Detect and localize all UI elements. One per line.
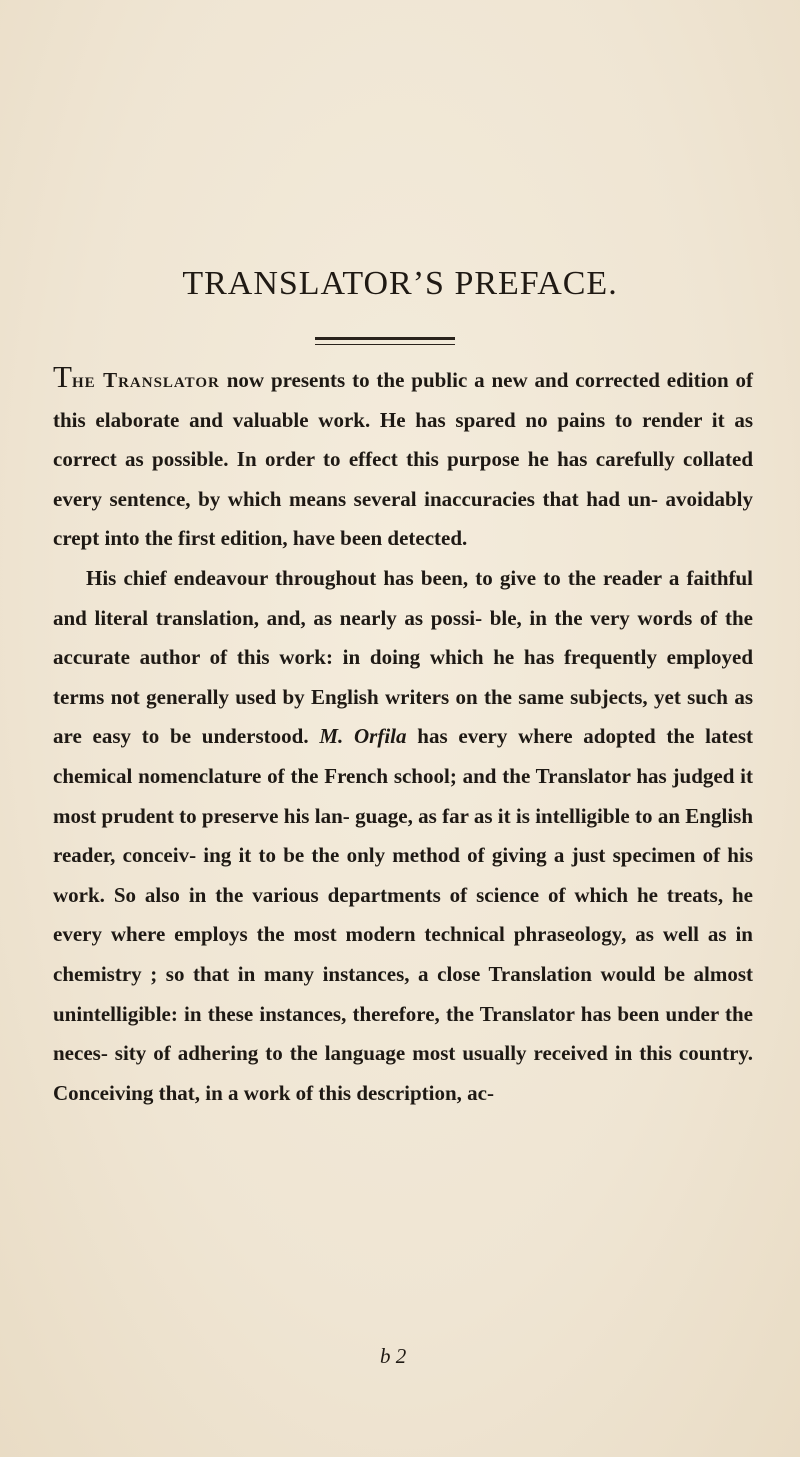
opening-smallcaps: he Translator: [71, 368, 220, 392]
paragraph-2: [53, 559, 753, 1113]
author-name: M. Orfila: [319, 724, 407, 749]
page-title: TRANSLATOR’S PREFACE.: [182, 264, 618, 302]
paragraph-1: [53, 357, 753, 559]
paragraph-2-text-a: His chief endeavour throughout has been, to give to the reader a faithful and literal translation, and, as nearly as possi- ble, in the very words of the accurate author of this work: in doing which he has frequently employed terms not generally used by English writers on the same subjects, yet such as are easy to be understood.: [53, 565, 753, 749]
title-rule-thick: [315, 337, 455, 340]
title-rule-thin: [315, 344, 455, 345]
signature-mark: b 2: [380, 1344, 407, 1368]
paragraph-2-text-b: has every where adopted the latest chemical nomenclature of the French school; and the Translator has judged it most prudent to preserve his lan- guage, as far as it is intelligible to an English reader, conceiv- ing it to be the only method of giving a just specimen of his work. So also in the various departments of science of which he treats, he every where employs the most modern technical phraseology, as well as in chemistry ; so that in many instances, a close Translation would be almost unintelligible: in these instances, therefore, the Translator has been under the neces- sity of adhering to the language most usually received in this country. Conceiving that, in a work of this description, ac-: [53, 724, 753, 1105]
preface-body: [53, 357, 753, 1113]
paragraph-1-text: now presents to the public a new and corrected edition of this elaborate and valuable work. He has spared no pains to render it as correct as possible. In order to effect this purpose he has carefully collated every sentence, by which means several inaccuracies that had un- avoidably crept into the first edition, have been detected.: [53, 368, 753, 551]
drop-cap: T: [53, 359, 72, 394]
